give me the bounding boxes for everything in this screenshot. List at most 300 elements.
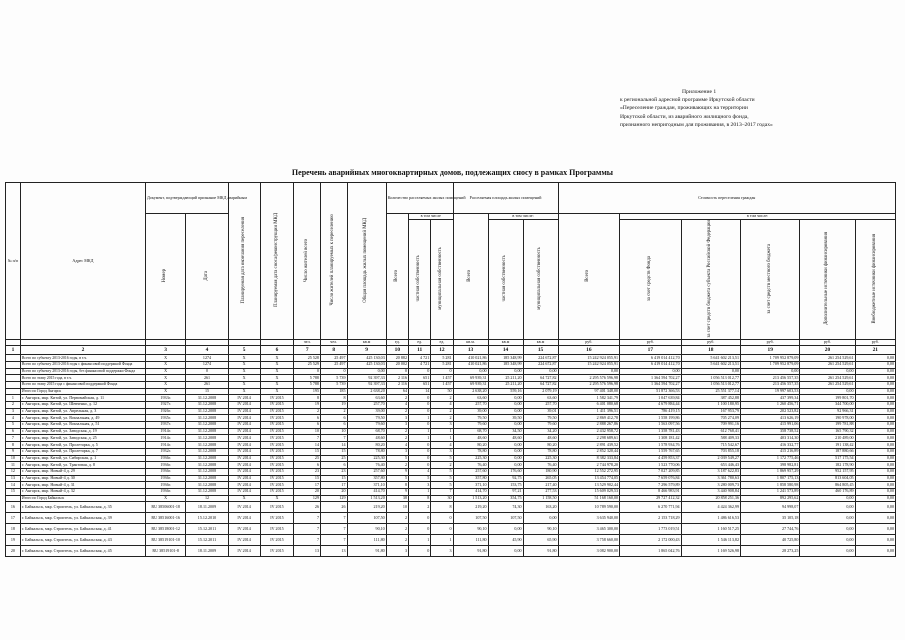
column-number: 10 bbox=[386, 346, 408, 355]
address-cell: г. Ангарск, мкр. Новый-4 д. 31 bbox=[20, 482, 145, 489]
table-row bbox=[6, 448, 896, 455]
column-number: 14 bbox=[488, 346, 523, 355]
table-cell: 3 280 009,73 bbox=[681, 482, 740, 489]
table-cell: 0 bbox=[320, 368, 347, 375]
table-cell: 20 002 bbox=[386, 361, 408, 368]
table-cell: 1 bbox=[431, 428, 453, 435]
table-cell: 165 790,32 bbox=[800, 428, 855, 435]
table-cell: 4 bbox=[431, 402, 453, 409]
table-cell: 2 891 439,52 bbox=[558, 442, 620, 449]
header-planned-resettlement: Планируемая дата окончания переселения bbox=[228, 183, 260, 340]
address-cell: г. Ангарск, мкр. Китой, ул. Вокзальная, д. 49 bbox=[20, 415, 145, 422]
table-cell: 1 056 513 012,77 bbox=[681, 381, 740, 388]
table-cell: 2 bbox=[386, 462, 408, 469]
table-cell: 94 998,07 bbox=[741, 502, 800, 513]
table-cell: 111,80 bbox=[347, 535, 386, 546]
table-cell: 0,00 bbox=[855, 475, 895, 482]
table-cell: 1936г. bbox=[146, 488, 186, 495]
table-cell: 1 486 616,53 bbox=[681, 513, 740, 524]
table-cell: 3 440 908,84 bbox=[681, 488, 740, 495]
table-cell: 588 409,33 bbox=[681, 435, 740, 442]
table-cell: 64 727,82 bbox=[523, 375, 558, 382]
table-cell: 199 781,88 bbox=[800, 422, 855, 429]
table-cell: 219,20 bbox=[347, 502, 386, 513]
table-cell: 25 497 bbox=[320, 355, 347, 362]
table-cell: 1936г. bbox=[146, 475, 186, 482]
appendix-line: Иркутской области, из аварийного жилищного фонда, bbox=[620, 113, 749, 120]
table-cell: 6 bbox=[6, 428, 21, 435]
table-cell: 1 773 019,51 bbox=[620, 524, 682, 535]
table-cell: IV 2015 bbox=[260, 546, 294, 557]
table-cell: X bbox=[260, 361, 294, 368]
table-cell bbox=[6, 361, 21, 368]
table-cell: 40 725,80 bbox=[741, 535, 800, 546]
table-cell: 63,60 bbox=[523, 395, 558, 402]
table-cell: 20 bbox=[294, 488, 321, 495]
table-cell: 261 bbox=[186, 381, 228, 388]
summary-row bbox=[6, 388, 896, 395]
table-cell: 354,75 bbox=[488, 495, 523, 502]
table-cell: 0,00 bbox=[453, 368, 488, 375]
table-cell: IV 2014 bbox=[228, 402, 260, 409]
table-cell: 17 bbox=[6, 513, 21, 524]
table-cell: 705 274,09 bbox=[681, 415, 740, 422]
table-cell: 19 bbox=[320, 402, 347, 409]
table-cell: 0,00 bbox=[681, 368, 740, 375]
table-cell: 20 bbox=[320, 488, 347, 495]
table-cell: RU 38516001-16 bbox=[146, 513, 186, 524]
table-cell: 6 419 014 412,70 bbox=[620, 361, 682, 368]
table-cell: X bbox=[260, 375, 294, 382]
table-cell: 5 bbox=[409, 475, 431, 482]
table-cell: 25 551 377,14 bbox=[681, 388, 740, 395]
table-cell: 2 bbox=[409, 502, 431, 513]
table-cell: 187 880,66 bbox=[800, 448, 855, 455]
table-cell: 7 bbox=[320, 435, 347, 442]
table-cell: 129 bbox=[320, 495, 347, 502]
table-cell: 5 281 bbox=[431, 355, 453, 362]
table-cell: 1914г. bbox=[146, 428, 186, 435]
table-cell: IV 2015 bbox=[260, 395, 294, 402]
table-cell: 51 872 366,53 bbox=[620, 388, 682, 395]
table-cell: X bbox=[146, 381, 186, 388]
address-cell: г. Ангарск, мкр. Китой, ул. Пролетарка, д. 7 bbox=[20, 448, 145, 455]
column-number: 5 bbox=[228, 346, 260, 355]
table-cell: 2 079,19 bbox=[523, 388, 558, 395]
table-cell: IV 2014 bbox=[228, 415, 260, 422]
table-cell: 14 bbox=[409, 388, 431, 395]
table-cell: 31.12.2008 bbox=[186, 482, 228, 489]
table-cell: 6 419 014 412,70 bbox=[620, 355, 682, 362]
table-cell: 1 563 097,56 bbox=[620, 422, 682, 429]
table-cell: 0 bbox=[409, 408, 431, 415]
table-cell: 0,00 bbox=[855, 395, 895, 402]
table-cell: 2 bbox=[294, 408, 321, 415]
unit-cell: руб. bbox=[855, 340, 895, 346]
table-row bbox=[6, 455, 896, 462]
table-cell: 1936г. bbox=[146, 455, 186, 462]
table-cell: 371,10 bbox=[453, 482, 488, 489]
appendix-line: «Переселение граждан, проживающих на территории bbox=[620, 105, 748, 112]
table-cell: 257,70 bbox=[453, 402, 488, 409]
table-cell: IV 2014 bbox=[228, 395, 260, 402]
table-row bbox=[6, 513, 896, 524]
unit-cell: руб. bbox=[558, 340, 620, 346]
table-cell: 651 bbox=[409, 381, 431, 388]
table-cell: 167 953,79 bbox=[681, 408, 740, 415]
table-cell: 1 358 781,43 bbox=[620, 428, 682, 435]
header-area-private: частная собственность bbox=[488, 219, 523, 339]
header-cost-fund: за счет средств Фонда bbox=[620, 219, 682, 339]
table-cell: 612 768,41 bbox=[681, 428, 740, 435]
table-cell: RU 38519101-10 bbox=[146, 535, 186, 546]
table-cell: 182 178,90 bbox=[800, 462, 855, 469]
table-cell: IV 2015 bbox=[260, 468, 294, 475]
table-cell: 74,30 bbox=[488, 502, 523, 513]
table-cell: 3 bbox=[431, 422, 453, 429]
table-cell: 0,00 bbox=[855, 368, 895, 375]
table-cell: 7 bbox=[294, 535, 321, 546]
address-cell: Итого по Город Ангарск bbox=[20, 388, 145, 395]
table-cell: 0,00 bbox=[855, 462, 895, 469]
table-cell: 0,00 bbox=[855, 428, 895, 435]
column-number: 4 bbox=[186, 346, 228, 355]
address-cell: г. Байкальск, мкр. Строитель, ул. Байкальская, д. 43 bbox=[20, 535, 145, 546]
table-cell: 13 529 902,44 bbox=[558, 482, 620, 489]
unit-cell: руб. bbox=[800, 340, 855, 346]
header-n: № п/п bbox=[6, 183, 21, 340]
table-cell: 0,00 bbox=[855, 502, 895, 513]
table-cell: 5 739 bbox=[320, 381, 347, 388]
table-cell: 78,80 bbox=[453, 448, 488, 455]
unit-cell: кв.м bbox=[488, 340, 523, 346]
table-cell: 14 bbox=[294, 442, 321, 449]
table-cell: 31.12.2008 bbox=[186, 455, 228, 462]
table-cell: 4 bbox=[386, 402, 408, 409]
table-cell: 31.12.2008 bbox=[186, 448, 228, 455]
table-cell: 1932г. bbox=[146, 448, 186, 455]
table-cell: IV 2014 bbox=[228, 442, 260, 449]
table-cell: 0 bbox=[409, 422, 431, 429]
table-cell: 1 100 180,95 bbox=[681, 402, 740, 409]
table-cell: 709 991,16 bbox=[681, 422, 740, 429]
table-cell: 1 858 580,98 bbox=[741, 482, 800, 489]
address-cell: г. Ангарск, мкр. Китой, ул. Апрельная, д. 3 bbox=[20, 408, 145, 415]
table-cell: RU 38506001-18 bbox=[146, 502, 186, 513]
table-cell: 13 bbox=[320, 546, 347, 557]
table-cell: IV 2015 bbox=[260, 415, 294, 422]
table-cell: 185 bbox=[320, 388, 347, 395]
table-cell: 0,00 bbox=[855, 408, 895, 415]
table-cell: 4 424 362,99 bbox=[681, 502, 740, 513]
table-cell: 0,00 bbox=[855, 535, 895, 546]
table-cell: 653 446,43 bbox=[681, 462, 740, 469]
table-cell: 199 801,70 bbox=[800, 395, 855, 402]
header-rooms-private: частная собственность bbox=[409, 219, 431, 339]
table-cell: 76,40 bbox=[453, 462, 488, 469]
table-cell: 25 497 bbox=[320, 361, 347, 368]
table-cell: IV 2014 bbox=[228, 462, 260, 469]
table-cell: 0,00 bbox=[488, 462, 523, 469]
table-cell: 952 157,95 bbox=[800, 468, 855, 475]
table-cell: 1274 bbox=[186, 355, 228, 362]
table-cell: 15 242 924 055,91 bbox=[558, 355, 620, 362]
table-cell: 1 308 181,42 bbox=[620, 435, 682, 442]
table-cell: 31.12.2008 bbox=[186, 468, 228, 475]
table-cell: 0,00 bbox=[488, 402, 523, 409]
table-cell: 0,00 bbox=[855, 402, 895, 409]
unit-cell: руб. bbox=[741, 340, 800, 346]
table-cell: 0,00 bbox=[558, 368, 620, 375]
table-cell: 14 bbox=[6, 482, 21, 489]
table-cell: 715 542,67 bbox=[681, 442, 740, 449]
table-cell: 1 160 517,25 bbox=[681, 524, 740, 535]
table-cell: 45,90 bbox=[488, 535, 523, 546]
table-cell: 8 bbox=[409, 495, 431, 502]
table-cell: 2 172 000,43 bbox=[620, 535, 682, 546]
table-cell: 1 582 341,79 bbox=[558, 395, 620, 402]
table-cell: 410 021,86 bbox=[453, 355, 488, 362]
table-cell: 5 788 bbox=[294, 381, 321, 388]
table-cell: 0,00 bbox=[855, 488, 895, 495]
table-cell: 0,00 bbox=[800, 502, 855, 513]
table-cell: 0,00 bbox=[488, 408, 523, 415]
unit-cell: кв.м. bbox=[453, 340, 488, 346]
table-cell: 2 bbox=[386, 513, 408, 524]
table-cell: 78,80 bbox=[523, 448, 558, 455]
header-rooms-municipal: муниципальная собственность bbox=[431, 219, 453, 339]
table-cell: 0 bbox=[186, 368, 228, 375]
table-cell: IV 2015 bbox=[260, 535, 294, 546]
table-cell: 6 bbox=[320, 415, 347, 422]
header-area-total: Всего bbox=[453, 214, 488, 340]
table-cell: 1 056 513 012,77 bbox=[681, 375, 740, 382]
table-row bbox=[6, 475, 896, 482]
table-cell: 18.11.2009 bbox=[186, 546, 228, 557]
column-number: 17 bbox=[620, 346, 682, 355]
table-cell: 92 397,33 bbox=[347, 375, 386, 382]
table-cell: X bbox=[146, 388, 186, 395]
table-cell: 0 bbox=[431, 368, 453, 375]
table-cell: 23 bbox=[294, 468, 321, 475]
table-cell: 1926г. bbox=[146, 408, 186, 415]
header-total-area: Общая площадь жилых помещений МКД bbox=[347, 183, 386, 340]
table-row bbox=[6, 408, 896, 415]
table-cell bbox=[6, 381, 21, 388]
table-cell: 1274 bbox=[186, 361, 228, 368]
table-cell: 0 bbox=[409, 402, 431, 409]
table-cell: 191 138,42 bbox=[800, 442, 855, 449]
table-cell: 277,53 bbox=[523, 488, 558, 495]
table-cell: 6 bbox=[320, 462, 347, 469]
table-cell: 0,00 bbox=[855, 375, 895, 382]
table-cell: 5 641 602 213,51 bbox=[681, 361, 740, 368]
table-cell: 3 758 660,00 bbox=[558, 535, 620, 546]
table-cell: 0,00 bbox=[855, 388, 895, 395]
table-cell: 39,00 bbox=[453, 408, 488, 415]
table-cell: 7 659 076,84 bbox=[620, 475, 682, 482]
table-cell: 0 bbox=[409, 524, 431, 535]
table-cell: 0 bbox=[409, 442, 431, 449]
table-cell: 3 bbox=[386, 546, 408, 557]
table-cell: 2 869 412,78 bbox=[558, 415, 620, 422]
table-cell: 7 296 579,89 bbox=[620, 482, 682, 489]
table-cell: 6 bbox=[294, 422, 321, 429]
table-cell: 0 bbox=[431, 513, 453, 524]
table-cell: 0,00 bbox=[488, 455, 523, 462]
table-cell: 6 270 771,94 bbox=[620, 502, 682, 513]
table-cell: 13 454 774,05 bbox=[558, 475, 620, 482]
table-cell: 261 254 529,61 bbox=[800, 381, 855, 388]
table-cell: IV 2015 bbox=[260, 524, 294, 535]
table-cell: 3 bbox=[431, 546, 453, 557]
table-cell: 25 528 bbox=[294, 355, 321, 362]
address-cell: Всего по субъекту 2013-2016 годы, без финансовой поддержки Фонда bbox=[20, 368, 145, 375]
unit-cell: руб. bbox=[681, 340, 740, 346]
address-cell: г. Байкальск, мкр. Строитель, ул. Байкальская, д. 39 bbox=[20, 513, 145, 524]
table-cell: 4 721 bbox=[409, 355, 431, 362]
column-number: 9 bbox=[347, 346, 386, 355]
table-cell: 31.12.2008 bbox=[186, 395, 228, 402]
table-cell: 1 172 775,46 bbox=[741, 455, 800, 462]
unit-cell: чел. bbox=[294, 340, 321, 346]
table-cell: 1 559 767,65 bbox=[620, 448, 682, 455]
unit-cell: чел. bbox=[320, 340, 347, 346]
table-cell: X bbox=[228, 361, 260, 368]
address-cell: г. Ангарск, мкр. Китой, ул. Трактовая, д. 8 bbox=[20, 462, 145, 469]
table-cell: 3 bbox=[431, 448, 453, 455]
table-cell: 35 105,18 bbox=[741, 513, 800, 524]
table-cell: 79,50 bbox=[453, 415, 488, 422]
table-cell: 2 039 549,27 bbox=[681, 455, 740, 462]
header-cost-regional: за счет средств бюджета субъекта Российской Федерации bbox=[681, 219, 740, 339]
table-cell: 0,00 bbox=[800, 388, 855, 395]
table-cell: 202 523,82 bbox=[741, 408, 800, 415]
header-doc-number: Номер bbox=[146, 214, 186, 340]
header-address: Адрес МКД bbox=[20, 183, 145, 340]
table-cell: 64 727,82 bbox=[523, 381, 558, 388]
table-cell: 517 175,54 bbox=[800, 455, 855, 462]
table-cell: X bbox=[260, 355, 294, 362]
table-cell: 31.12.2008 bbox=[186, 462, 228, 469]
table-cell: 0,00 bbox=[523, 368, 558, 375]
table-cell: 6 bbox=[320, 422, 347, 429]
table-cell: 68,70 bbox=[453, 428, 488, 435]
table-cell: 27 744,76 bbox=[741, 524, 800, 535]
column-number: 16 bbox=[558, 346, 620, 355]
table-cell: 3 bbox=[386, 422, 408, 429]
table-cell: IV 2014 bbox=[228, 408, 260, 415]
table-cell: 7 bbox=[320, 524, 347, 535]
table-cell: 0,00 bbox=[855, 435, 895, 442]
buildings-table bbox=[5, 182, 896, 557]
address-cell: Всего по этапу 2015 года, в т.ч. bbox=[20, 375, 145, 382]
table-cell: 18 bbox=[6, 524, 21, 535]
table-cell: 39,00 bbox=[347, 408, 386, 415]
table-cell: 65,90 bbox=[523, 535, 558, 546]
table-cell: 3 465 300,00 bbox=[558, 524, 620, 535]
table-cell: 1 523 770,06 bbox=[620, 462, 682, 469]
table-cell: 7 bbox=[294, 435, 321, 442]
column-number: 2 bbox=[20, 346, 145, 355]
table-cell: 2 bbox=[386, 535, 408, 546]
table-cell: 48,60 bbox=[453, 435, 488, 442]
table-cell: 0,00 bbox=[800, 535, 855, 546]
table-cell: IV 2014 bbox=[228, 468, 260, 475]
table-cell: 79,50 bbox=[347, 415, 386, 422]
table-cell: 0 bbox=[409, 455, 431, 462]
column-number: 1 bbox=[6, 346, 21, 355]
table-cell: X bbox=[228, 495, 260, 502]
table-cell: 0,00 bbox=[800, 546, 855, 557]
table-cell: 79,50 bbox=[523, 415, 558, 422]
table-cell: 8 bbox=[320, 395, 347, 402]
table-cell: 34,20 bbox=[523, 428, 558, 435]
table-cell: 225,30 bbox=[453, 455, 488, 462]
table-cell: 15 bbox=[294, 448, 321, 455]
table-cell: 813 604,05 bbox=[800, 475, 855, 482]
table-cell: 0,00 bbox=[800, 524, 855, 535]
table-cell: 4 679 884,44 bbox=[620, 402, 682, 409]
column-number: 18 bbox=[681, 346, 740, 355]
table-cell: IV 2014 bbox=[228, 428, 260, 435]
table-cell: IV 2014 bbox=[228, 482, 260, 489]
table-cell: 90,10 bbox=[347, 524, 386, 535]
address-cell: г. Ангарск, мкр. Китой, ул. Первомайская, д. 11 bbox=[20, 395, 145, 402]
table-cell: 26 bbox=[320, 502, 347, 513]
table-cell: IV 2015 bbox=[260, 488, 294, 495]
header-rooms-incl: в том числе bbox=[409, 214, 454, 220]
table-cell: 0 bbox=[294, 368, 321, 375]
table-cell: 1 169 526,98 bbox=[681, 546, 740, 557]
table-cell: 69 939,31 bbox=[453, 381, 488, 388]
header-planned-demolition: Планируемая дата сноса/реконструкции МКД bbox=[260, 183, 294, 340]
table-cell: 16 bbox=[6, 502, 21, 513]
table-cell: 2 888 267,86 bbox=[558, 422, 620, 429]
table-cell: 1927г. bbox=[146, 402, 186, 409]
table-cell: X bbox=[228, 355, 260, 362]
table-cell: 4 bbox=[431, 442, 453, 449]
table-cell: X bbox=[228, 375, 260, 382]
table-cell: 0,00 bbox=[488, 422, 523, 429]
table-cell: 2 295 576 596,98 bbox=[558, 381, 620, 388]
table-cell: 3 187 622,83 bbox=[681, 468, 740, 475]
table-cell: 92 966,31 bbox=[800, 408, 855, 415]
table-cell: 0 bbox=[409, 462, 431, 469]
table-cell: 15 bbox=[186, 388, 228, 395]
table-cell: 703 855,18 bbox=[681, 448, 740, 455]
table-cell: 1 865 042,76 bbox=[620, 546, 682, 557]
table-cell: 2 bbox=[320, 408, 347, 415]
table-cell: 8 bbox=[386, 482, 408, 489]
table-cell: X bbox=[146, 355, 186, 362]
table-cell: 4 bbox=[6, 415, 21, 422]
table-cell: 48,60 bbox=[347, 435, 386, 442]
table-cell: 76,40 bbox=[523, 462, 558, 469]
table-cell: 371,10 bbox=[347, 482, 386, 489]
table-cell: 413 626,19 bbox=[741, 415, 800, 422]
table-cell: 15 bbox=[320, 475, 347, 482]
table-cell: 129 bbox=[294, 495, 321, 502]
table-cell: 0 bbox=[431, 524, 453, 535]
table-cell: 18.11.2009 bbox=[186, 502, 228, 513]
table-cell: 31.12.2008 bbox=[186, 402, 228, 409]
table-cell: IV 2015 bbox=[260, 402, 294, 409]
table-cell: 2 116 bbox=[386, 375, 408, 382]
table-cell: 5 bbox=[431, 475, 453, 482]
table-cell: 6 bbox=[294, 462, 321, 469]
appendix-note bbox=[620, 88, 880, 129]
